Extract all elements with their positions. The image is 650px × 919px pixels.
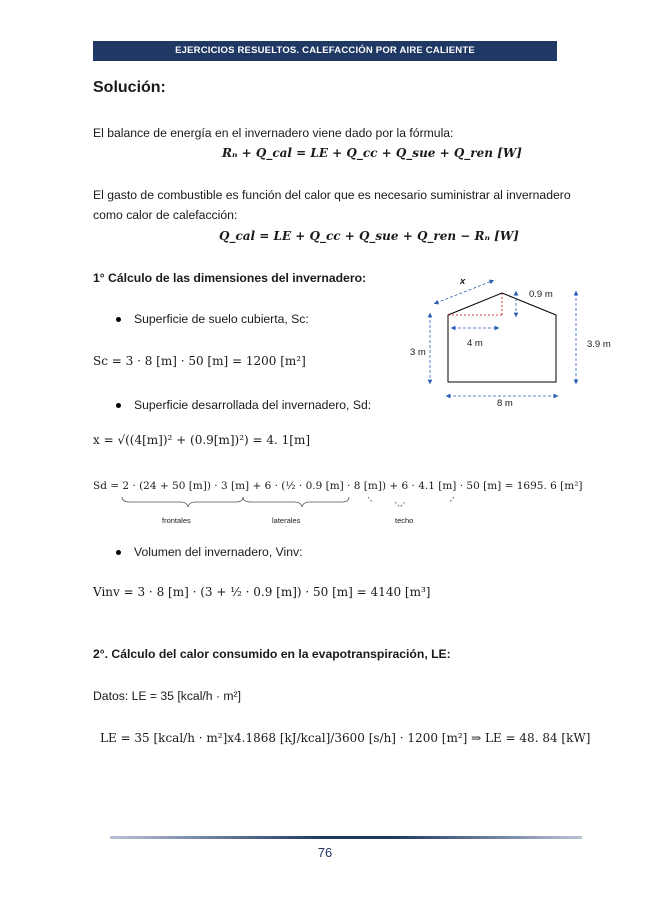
section2-title: 2°. Cálculo del calor consumido en la evapotranspiración, LE: (93, 647, 451, 661)
diagram-label-8m: 8 m (497, 398, 513, 409)
diagram-label-0.9m: 0.9 m (529, 289, 553, 300)
page-header: EJERCICIOS RESUELTOS. CALEFACCIÓN POR AIRE CALIENTE (93, 41, 557, 61)
brace-label-frontales: frontales (162, 516, 191, 525)
developed-area-equation: Sd = 2 · (24 + 50 [m]) · 3 [m] + 6 · (½ · 0.9 [m] · 8 [m]) + 6 · 4.1 [m] · 50 [m] = 1695. 6 [m²] (93, 480, 583, 492)
diagram-label-x: x (460, 276, 466, 287)
bullet-dot (116, 317, 121, 322)
bullet-dot (116, 403, 121, 408)
bullet-developed-area (116, 398, 371, 412)
section1-title: 1° Cálculo de las dimensiones del invernadero: (93, 271, 367, 285)
footer-divider (110, 836, 582, 839)
heating-equation (219, 229, 519, 243)
evapotranspiration-equation: LE = 35 [kcal/h · m²]x4.1868 [kJ/kcal]/3600 [s/h] · 1200 [m²] ⇒ LE = 48. 84 [kW] (100, 731, 591, 745)
diagram-label-3m: 3 m (410, 347, 426, 358)
datos-line: Datos: LE = 35 [kcal/h · m²] (93, 689, 241, 703)
bullet-dot (116, 550, 121, 555)
intro-paragraph: El balance de energía en el invernadero viene dado por la fórmula: (93, 126, 454, 140)
energy-balance-equation (222, 146, 522, 160)
solution-title: Solución: (93, 79, 166, 96)
volume-equation: Vinv = 3 · 8 [m] · (3 + ½ · 0.9 [m]) · 50 [m] = 4140 [m³] (93, 585, 431, 599)
fuel-paragraph-line2: como calor de calefacción: (93, 208, 238, 222)
eq2-text: Q_cal = LE + Q_cc + Q_sue + Q_ren − Rₙ [W] (219, 229, 519, 243)
page-number: 76 (317, 845, 333, 860)
brace-label-laterales: laterales (272, 516, 301, 525)
brace-label-techo: techo (395, 516, 414, 525)
bullet-volume (116, 545, 302, 559)
bullet-floor-area-text: Superficie de suelo cubierta, Sc: (134, 312, 309, 326)
fuel-paragraph-line1: El gasto de combustible es función del calor que es necesario suministrar al invernadero (93, 188, 571, 202)
x-equation: x = √((4[m])² + (0.9[m])²) = 4. 1[m] (93, 433, 311, 447)
diagram-label-4m: 4 m (467, 338, 483, 349)
bullet-developed-area-text: Superficie desarrollada del invernadero, Sd: (134, 398, 372, 412)
bullet-floor-area (116, 312, 309, 326)
floor-area-equation: Sc = 3 · 8 [m] · 50 [m] = 1200 [m²] (93, 354, 306, 368)
bullet-volume-text: Volumen del invernadero, Vinv: (134, 545, 303, 559)
diagram-label-3.9m: 3.9 m (587, 339, 611, 350)
eq1-text: Rₙ + Q_cal = LE + Q_cc + Q_sue + Q_ren [W] (222, 146, 522, 160)
underbraces (110, 495, 480, 511)
